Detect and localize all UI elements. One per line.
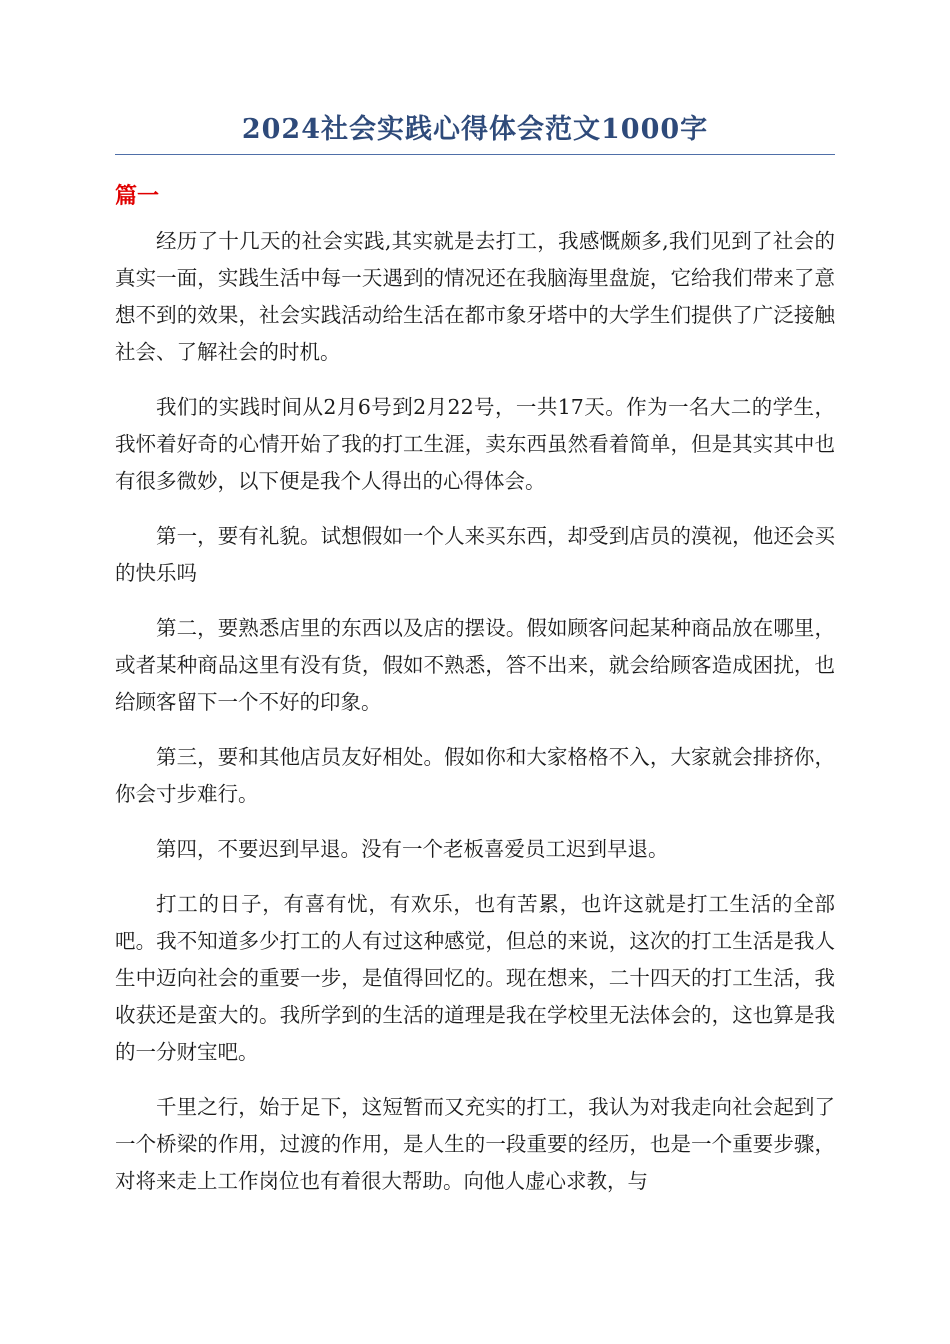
section-heading: 篇一 bbox=[115, 183, 160, 209]
title-underline bbox=[115, 154, 835, 155]
paragraph: 经历了十几天的社会实践,其实就是去打工，我感慨颇多,我们见到了社会的真实一面，实践生活中每一天遇到的情况还在我脑海里盘旋，它给我们带来了意想不到的效果，社会实践活动给生活在都市象牙塔中的大学生们提供了广泛接触社会、了解社会的时机。 bbox=[115, 229, 835, 364]
paragraph: 打工的日子，有喜有忧，有欢乐，也有苦累，也许这就是打工生活的全部吧。我不知道多少打工的人有过这种感觉，但总的来说，这次的打工生活是我人生中迈向社会的重要一步，是值得回忆的。现在想来，二十四天的打工生活，我收获还是蛮大的。我所学到的生活的道理是我在学校里无法体会的，这也算是我的一分财宝吧。 bbox=[115, 892, 835, 1064]
paragraph: 第二，要熟悉店里的东西以及店的摆设。假如顾客问起某种商品放在哪里，或者某种商品这里有没有货，假如不熟悉，答不出来，就会给顾客造成困扰，也给顾客留下一个不好的印象。 bbox=[115, 616, 835, 714]
paragraph: 我们的实践时间从2月6号到2月22号，一共17天。作为一名大二的学生，我怀着好奇的心情开始了我的打工生涯，卖东西虽然看着简单，但是其实其中也有很多微妙，以下便是我个人得出的心得体会。 bbox=[115, 395, 835, 493]
document-page bbox=[115, 110, 835, 1200]
paragraph: 千里之行，始于足下，这短暂而又充实的打工，我认为对我走向社会起到了一个桥梁的作用，过渡的作用，是人生的一段重要的经历，也是一个重要步骤，对将来走上工作岗位也有着很大帮助。向他人虚心求教，与 bbox=[115, 1095, 835, 1193]
paragraph: 第四，不要迟到早退。没有一个老板喜爱员工迟到早退。 bbox=[156, 837, 669, 861]
paragraph: 第三，要和其他店员友好相处。假如你和大家格格不入，大家就会排挤你，你会寸步难行。 bbox=[115, 745, 835, 806]
document-title: 2024社会实践心得体会范文1000字 bbox=[241, 114, 709, 145]
paragraph: 第一，要有礼貌。试想假如一个人来买东西，却受到店员的漠视，他还会买的快乐吗 bbox=[115, 524, 835, 585]
